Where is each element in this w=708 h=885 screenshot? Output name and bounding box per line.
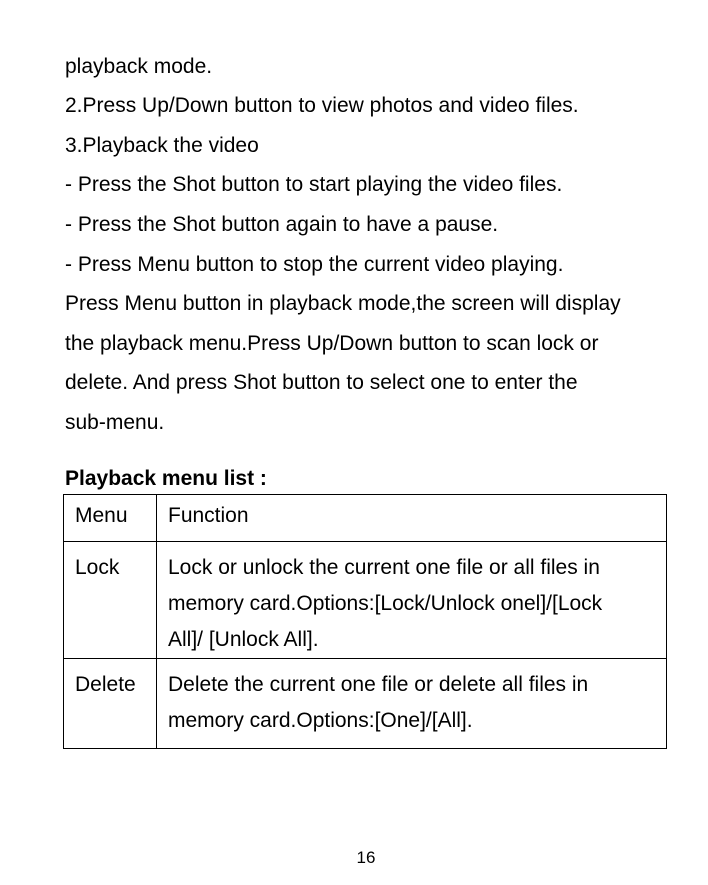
text-line: delete. And press Shot button to select one to enter the: [65, 371, 578, 394]
header-cell-menu: [64, 495, 157, 542]
header-menu-label: Menu: [75, 504, 128, 527]
text-line: 2.Press Up/Down button to view photos and video files.: [65, 94, 579, 117]
function-line: Delete the current one file or delete all files in: [168, 673, 589, 696]
function-description-lock: [157, 542, 666, 658]
text-line: - Press the Shot button again to have a pause.: [65, 213, 499, 236]
function-line: memory card.Options:[One]/[All].: [168, 709, 473, 732]
text-line: - Press the Shot button to start playing the video files.: [65, 173, 563, 196]
text-line: playback mode.: [65, 55, 213, 78]
function-cell: [157, 659, 667, 749]
function-line: All]/ [Unlock All].: [168, 628, 319, 651]
page-number: 16: [356, 848, 376, 867]
text-line: 3.Playback the video: [65, 134, 259, 157]
menu-name-delete: Delete: [75, 673, 136, 696]
table-title: Playback menu list :: [65, 467, 267, 490]
text-line: - Press Menu button to stop the current video playing.: [65, 253, 564, 276]
text-line: Press Menu button in playback mode,the screen will display: [65, 292, 621, 315]
function-cell: [157, 542, 667, 659]
function-description-delete: [157, 659, 666, 739]
table-row: [64, 542, 667, 659]
table-row: [64, 659, 667, 749]
menu-name-lock: Lock: [75, 556, 120, 579]
menu-cell: [64, 542, 157, 659]
text-line: sub-menu.: [65, 411, 165, 434]
function-line: memory card.Options:[Lock/Unlock onel]/[Lock: [168, 592, 603, 615]
playback-menu-table: [63, 494, 667, 749]
header-cell-function: [157, 495, 667, 542]
text-line: the playback menu.Press Up/Down button to scan lock or: [65, 332, 599, 355]
header-function-label: Function: [168, 504, 249, 527]
table-header-row: [64, 495, 667, 542]
function-line: Lock or unlock the current one file or all files in: [168, 556, 600, 579]
menu-cell: [64, 659, 157, 749]
